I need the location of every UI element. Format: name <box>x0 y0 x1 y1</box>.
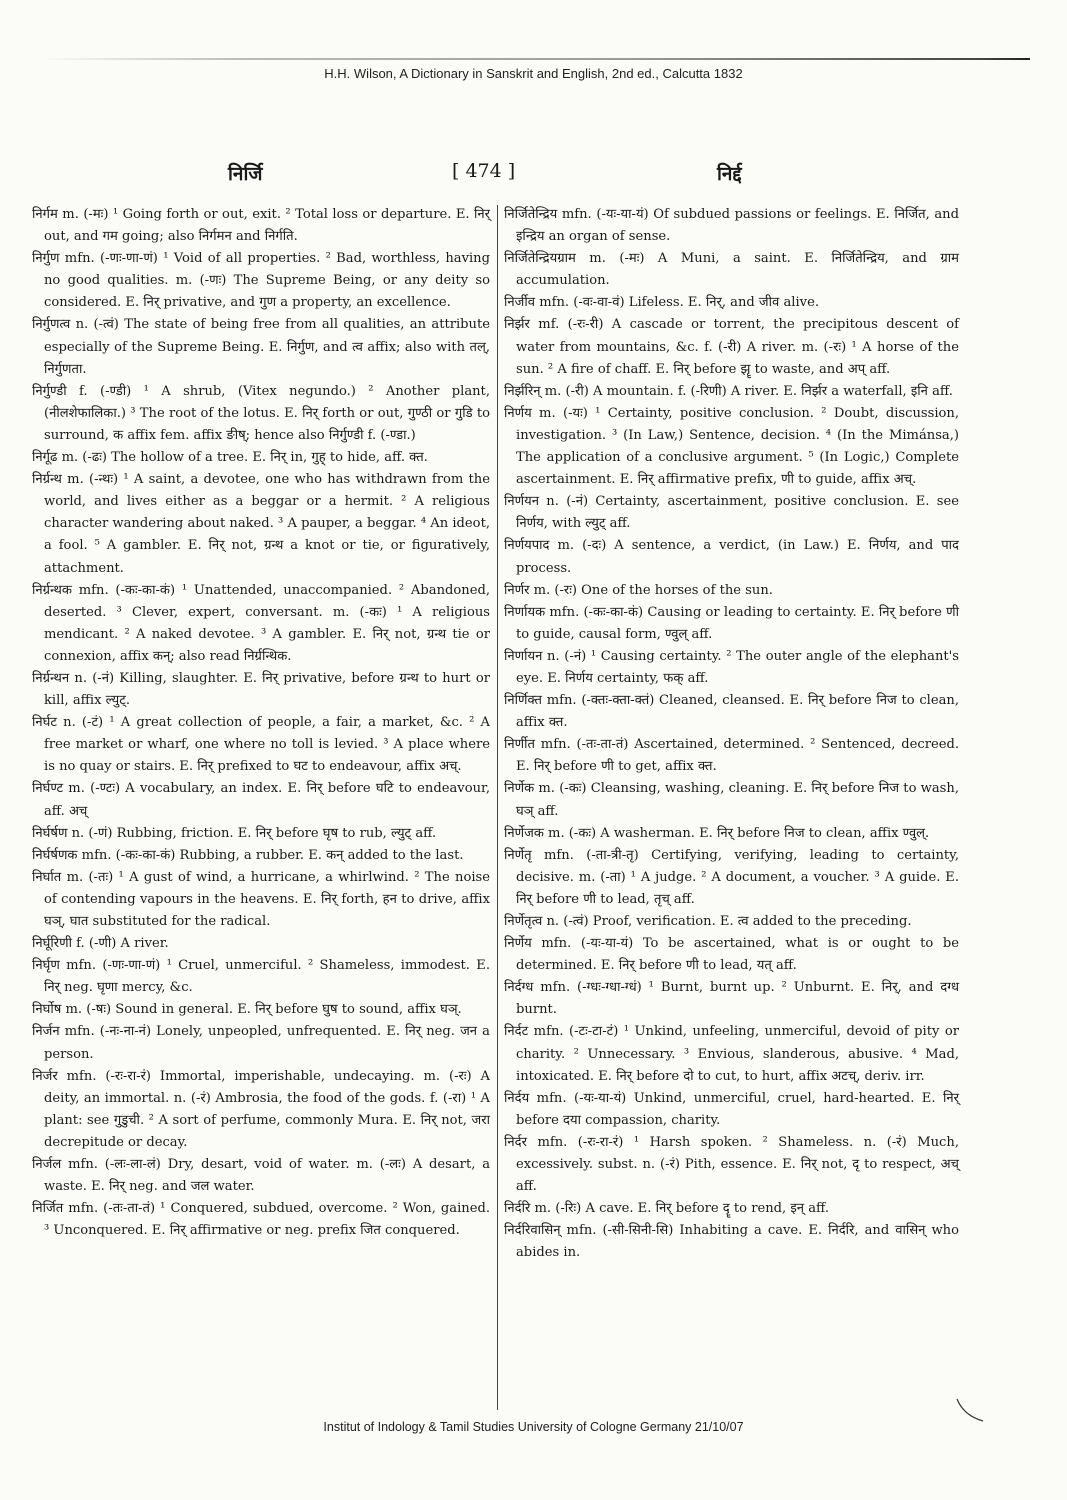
dictionary-entry: निर्ग्रन्थ m. (-न्थः) ¹ A saint, a devotee, one who has withdrawn from the world, and lives either as a beggar or a hermit. ² A religious character wandering about naked. ³ A pauper, a beggar. ⁴ An ideot, a fool. ⁵ A gambler. E. निर् not, ग्रन्थ a knot or tie, or figuratively, attachment. <box>32 472 490 576</box>
dictionary-entry: निर्ग्रन्थन n. (-नं) Killing, slaughter. E. निर् privative, before ग्रन्थ to hurt or kill, affix ल्युट्. <box>32 670 490 709</box>
dictionary-entry: निर्जल mfn. (-लः-ला-लं) Dry, desart, void of water. m. (-लः) A desart, a waste. E. निर् neg. and जल water. <box>32 1157 490 1195</box>
dictionary-entry: निर्झर mf. (-रः-री) A cascade or torrent, the precipitous descent of water from mountains, &c. f. (-री) A river. m. (-रः) ¹ A horse of the sun. ² A fire of chaff. E. निर् before झॄ to waste, and अप् aff. <box>504 317 959 377</box>
dictionary-entry: निर्णेय mfn. (-यः-या-यं) To be ascertained, what is or ought to be determined. E. निर् before णी to lead, यत् aff. <box>504 936 959 974</box>
dictionary-entry: निर्णेक m. (-कः) Cleansing, washing, cleaning. E. निर् before निज to wash, घञ् aff. <box>504 781 959 819</box>
dictionary-entry: निर्घट n. (-टं) ¹ A great collection of people, a fair, a market, &c. ² A free market or wharf, one where no toll is levied. ³ A place where is no quay or stairs. E. निर् prefixed to घट to endeavour, affix अच्. <box>32 715 490 775</box>
dictionary-entry: निर्घण्ट m. (-ण्टः) A vocabulary, an index. E. निर् before घटि to endeavour, aff. अच् <box>32 781 490 819</box>
dictionary-entry: निर्णायन n. (-नं) ¹ Causing certainty. ² The outer angle of the elephant's eye. E. निर्णय certainty, फक् aff. <box>504 648 959 686</box>
dictionary-entry: निर्णय m. (-यः) ¹ Certainty, positive conclusion. ² Doubt, discussion, investigation. ³ (In Law,) Sentence, decision. ⁴ (In the Mimánsa,) The application of a conclusive argument. ⁵ (In Logic,) Complete ascertainment. E. निर् affirmative prefix, णी to guide, affix अच्. <box>504 405 959 488</box>
dictionary-entry: निर्जित mfn. (-तः-ता-तं) ¹ Conquered, subdued, overcome. ² Won, gained. ³ Unconquered. E. निर् affirmative or neg. prefix जित conquered. <box>32 1201 490 1239</box>
dictionary-entry: निर्जीव mfn. (-वः-वा-वं) Lifeless. E. निर्, and जीव alive. <box>504 295 819 311</box>
dictionary-entry: निर्णीत mfn. (-तः-ता-तं) Ascertained, determined. ² Sentenced, decreed. E. निर् before णी to get, affix क्त. <box>504 737 959 775</box>
dictionary-entry: निर्णेतृ mfn. (-ता-त्री-तृ) Certifying, verifying, leading to certainty, decisive. m. (-ता) ¹ A judge. ² A document, a voucher. ³ A guide. E. निर् before णी to lead, तृच् aff. <box>504 847 959 907</box>
dictionary-entry: निर्दरि m. (-रिः) A cave. E. निर् before दॄ to rend, इन् aff. <box>504 1201 830 1217</box>
scan-edge-line <box>40 58 1030 60</box>
headword-left: निर्जि <box>228 163 263 185</box>
dictionary-entry: निर्दर mfn. (-रः-रा-रं) ¹ Harsh spoken. ² Shameless. n. (-रं) Much, excessively. subst. n. (-रं) Pith, essence. E. निर् not, दृ to respect, अच् aff. <box>504 1134 959 1195</box>
dictionary-entry: निर्घर्षण n. (-णं) Rubbing, friction. E. निर् before घृष to rub, ल्युट् aff. <box>32 825 437 841</box>
dictionary-entry: निर्जितेन्द्रियग्राम m. (-मः) A Muni, a saint. E. निर्जितेन्द्रिय, and ग्राम accumulation. <box>504 251 959 289</box>
dictionary-entry: निर्दट mfn. (-टः-टा-टं) ¹ Unkind, unfeeling, unmerciful, devoid of pity or charity. ² Unnecessary. ³ Envious, slanderous, abusive. ⁴ Mad, intoxicated. E. निर् before दो to cut, to hurt, affix अटच्, deriv. irr. <box>504 1024 959 1084</box>
dictionary-entry: निर्दय mfn. (-यः-या-यं) Unkind, unmerciful, cruel, hard-hearted. E. निर् before दया compassion, charity. <box>504 1090 959 1128</box>
page-number: [ 474 ] <box>452 160 516 182</box>
headword-right: निर्द्द <box>717 163 742 185</box>
dictionary-entry: निर्गुणत्व n. (-त्वं) The state of being free from all qualities, an attribute especially of the Supreme Being. E. निर्गुण, and त्व affix; also with तल्, निर्गुणता. <box>32 317 490 377</box>
source-header: H.H. Wilson, A Dictionary in Sanskrit and English, 2nd ed., Calcutta 1832 <box>324 66 743 81</box>
dictionary-entry: निर्णेतृत्व n. (-त्वं) Proof, verification. E. त्व added to the preceding. <box>504 914 912 929</box>
dictionary-entry: निर्ग्रन्थक mfn. (-कः-का-कं) ¹ Unattended, unaccompanied. ² Abandoned, deserted. ³ Clever, expert, conversant. m. (-कः) ¹ A religious mendicant. ² A naked devotee. ³ A gambler. E. निर् not, ग्रन्थ tie or connexion, affix कन्; also read निर्ग्रन्थिक. <box>32 582 490 664</box>
dictionary-entry: निर्णर m. (-रः) One of the horses of the sun. <box>504 582 773 598</box>
dictionary-entry: निर्दरिवासिन् mfn. (-सी-सिनी-सि) Inhabiting a cave. E. निर्दरि, and वासिन् who abides in. <box>504 1223 959 1261</box>
dictionary-entry: निर्गुण्डी f. (-ण्डी) ¹ A shrub, (Vitex negundo.) ² Another plant, (नीलशेफालिका.) ³ The root of the lotus. E. निर् forth or out, गुण्ठी or गुडि to surround, क affix fem. affix ङीष्; hence also निर्गुण्डी f. (-ण्डा.) <box>32 383 490 443</box>
source-footer: Institut of Indology & Tamil Studies University of Cologne Germany 21/10/07 <box>323 1420 744 1434</box>
dictionary-entry: निर्गम m. (-मः) ¹ Going forth or out, exit. ² Total loss or departure. E. निर् out, and गम going; also निर्गमन and निर्गति. <box>32 207 490 245</box>
dictionary-entry: निर्घोष m. (-षः) Sound in general. E. निर् before घुष to sound, affix घञ्. <box>32 1002 462 1018</box>
dictionary-entry: निर्घात m. (-तः) ¹ A gust of wind, a hurricane, a whirlwind. ² The noise of contending vapours in the heavens. E. निर् forth, हन to drive, affix घञ्, घात substituted for the radical. <box>32 869 490 929</box>
page-headbar <box>0 160 1067 190</box>
dictionary-entry: निर्झरिन् m. (-री) A mountain. f. (-रिणी) A river. E. निर्झर a waterfall, इनि aff. <box>504 383 953 399</box>
dictionary-entry: निर्घूरिणी f. (-णी) A river. <box>32 936 169 952</box>
dictionary-entry: निर्जन mfn. (-नः-ना-नं) Lonely, unpeopled, unfrequented. E. निर् neg. जन a person. <box>32 1024 490 1062</box>
dictionary-entry: निर्णयपाद m. (-दः) A sentence, a verdict, (in Law.) E. निर्णय, and पाद process. <box>504 538 959 576</box>
dictionary-entry: निर्घृण mfn. (-णः-णा-णं) ¹ Cruel, unmerciful. ² Shameless, immodest. E. निर् neg. घृणा mercy, &c. <box>32 958 490 996</box>
left-column <box>32 204 490 1242</box>
dictionary-entry: निर्दग्ध mfn. (-ग्धः-ग्धा-ग्धं) ¹ Burnt, burnt up. ² Unburnt. E. निर्, and दग्ध burnt. <box>504 980 959 1018</box>
dictionary-entry: निर्जितेन्द्रिय mfn. (-यः-या-यं) Of subdued passions or feelings. E. निर्जित, and इन्द्रिय an organ of sense. <box>504 207 959 245</box>
dictionary-entry: निर्णिक्त mfn. (-क्तः-क्ता-क्तं) Cleaned, cleansed. E. निर् before निज to clean, affix क्त. <box>504 693 959 731</box>
dictionary-entry: निर्घर्षणक mfn. (-कः-का-कं) Rubbing, a rubber. E. कन् added to the last. <box>32 847 464 863</box>
column-divider <box>497 205 498 1410</box>
dictionary-entry: निर्गूढ m. (-ढः) The hollow of a tree. E. निर् in, गुह् to hide, aff. क्त. <box>32 450 428 466</box>
dictionary-entry: निर्णायक mfn. (-कः-का-कं) Causing or leading to certainty. E. निर् before णी to guide, causal form, ण्वुल् aff. <box>504 604 959 642</box>
right-column <box>504 204 959 1265</box>
dictionary-entry: निर्जर mfn. (-रः-रा-रं) Immortal, imperishable, undecaying. m. (-रः) A deity, an immortal. n. (-रं) Ambrosia, the food of the gods. f. (-रा) ¹ A plant: see गुडुची. ² A sort of perfume, commonly Mura. E. निर् not, जरा decrepitude or decay. <box>32 1068 490 1150</box>
dictionary-entry: निर्णयन n. (-नं) Certainty, ascertainment, positive conclusion. E. see निर्णय, with ल्युट् aff. <box>504 494 959 532</box>
dictionary-entry: निर्णेजक m. (-कः) A washerman. E. निर् before निज to clean, affix ण्वुल्. <box>504 825 930 841</box>
dictionary-entry: निर्गुण mfn. (-णः-णा-णं) ¹ Void of all properties. ² Bad, worthless, having no good qualities. m. (-णः) The Supreme Being, or any deity so considered. E. निर् privative, and गुण a property, an excellence. <box>32 251 490 311</box>
